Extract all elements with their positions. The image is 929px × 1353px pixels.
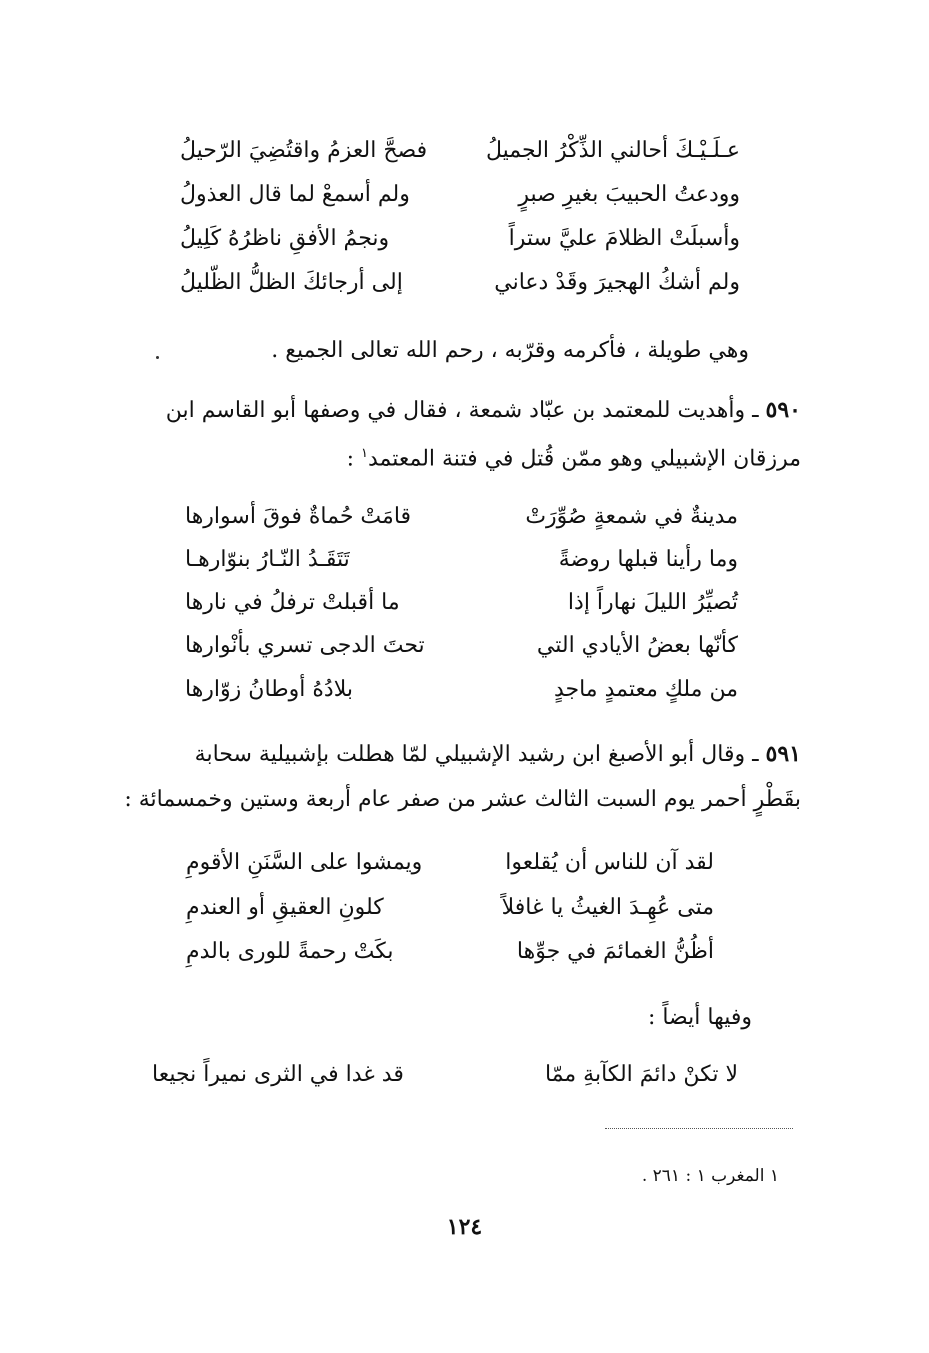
footnote-separator <box>605 1128 793 1129</box>
verse-first-hemistich: من ملكٍ معتمدٍ ماجدٍ <box>553 677 738 702</box>
entry-text: ـ وأهديت للمعتمد بن عبّاد شمعة ، فقال في وصفها أبو القاسم ابن <box>165 398 759 423</box>
poem1-verse <box>180 268 740 298</box>
verse-second-hemistich: بلادُهُ أوطانُ زوّارها <box>185 677 353 702</box>
entry-number: ٥٩٠ <box>765 397 801 423</box>
poem3-verse <box>186 893 714 923</box>
verse-first-hemistich: وودعتُ الحبيبَ بغيرِ صبرٍ <box>518 182 740 207</box>
verse-first-hemistich: وأسبلَتْ الظلامَ عليَّ ستراً <box>508 226 740 251</box>
verse-second-hemistich: ويمشوا على السَّنَنِ الأقومِ <box>186 850 423 875</box>
poem2-verse <box>185 675 738 705</box>
scan-speck <box>156 356 159 359</box>
verse-first-hemistich: ولم أشكُ الهجيرَ وقَدْ دعاني <box>494 270 740 295</box>
poem1-verse <box>180 224 740 254</box>
verse-second-hemistich: قد غدا في الثرى نميراً نجيعا <box>152 1062 404 1087</box>
verse-second-hemistich: تحتَ الدجى تسري بأنْوارها <box>185 633 425 658</box>
intro-paragraph: وفيها أيضاً : <box>647 1005 752 1030</box>
footnote-reference: ١ <box>360 446 368 461</box>
poem2-verse <box>185 631 738 661</box>
poem1-verse <box>180 180 740 210</box>
verse-second-hemistich: ونجمُ الأفقِ ناظرُهُ كَلِيلُ <box>180 226 390 251</box>
poem1-verse <box>180 136 740 166</box>
verse-second-hemistich: كلونِ العقيقِ أو العندمِ <box>186 895 384 920</box>
footnote: ١ المغرب ١ : ٢٦١ . <box>641 1166 779 1186</box>
verse-first-hemistich: عـلَـيْـكَ أحالني الذِّكْرُ الجميلُ <box>485 138 740 163</box>
entry-text: ـ وقال أبو الأصبغ ابن رشيد الإشبيلي لمّا هطلت بإشبيلية سحابة <box>194 742 759 767</box>
verse-second-hemistich: ولم أسمعْ لما قال العذولُ <box>180 182 410 207</box>
verse-first-hemistich: لقد آن للناس أن يُقلعوا <box>505 850 714 875</box>
entry-text-end: : <box>346 446 361 472</box>
poem4-verse <box>152 1060 738 1090</box>
verse-first-hemistich: وما رأينا قبلها روضةً <box>558 547 738 572</box>
verse-second-hemistich: تَتَقَـدُ النّـارُ بنوّارهـا <box>185 547 350 572</box>
poem3-verse <box>186 937 714 967</box>
verse-first-hemistich: كأنّها بعضُ الأيادي التي <box>536 633 738 658</box>
verse-first-hemistich: متى عُهِـدَ الغيثُ يا غافلاً <box>501 895 714 920</box>
verse-second-hemistich: إلى أرجائكَ الظلُّ الظّليلُ <box>180 270 403 295</box>
verse-second-hemistich: ما أقبلتْ ترفلُ في نارها <box>185 590 400 615</box>
poem2-verse <box>185 502 738 532</box>
verse-first-hemistich: مدينةٌ في شمعةٍ صُوِّرَتْ <box>525 504 738 529</box>
verse-first-hemistich: تُصيِّرُ الليلَ نهاراً إذا <box>567 590 738 615</box>
entry-text: بقَطْرٍ أحمر يوم السبت الثالث عشر من صفر عام أربعة وستين وخمسمائة : <box>124 787 801 812</box>
poem3-verse <box>186 848 714 878</box>
entry-number: ٥٩١ <box>765 741 801 767</box>
closing-paragraph: وهي طويلة ، فأكرمه وقرّبه ، رحم الله تعالى الجميع . <box>271 338 749 363</box>
verse-first-hemistich: لا تكنْ دائمَ الكآبةِ ممّا <box>544 1062 738 1087</box>
entry-591-line1 <box>195 739 801 770</box>
poem2-verse <box>185 545 738 575</box>
verse-second-hemistich: فصحَّ العزمُ واقتُضِيَ الرّحيلُ <box>180 138 428 163</box>
poem2-verse <box>185 588 738 618</box>
entry-590-line1 <box>166 395 801 426</box>
verse-second-hemistich: بكَتْ رحمةً للورى بالدمِ <box>186 939 394 964</box>
page-number: ١٢٤ <box>446 1214 483 1240</box>
entry-591-line2 <box>124 785 801 815</box>
entry-text: مرزقان الإشبيلي وهو ممّن قُتل في فتنة المعتمد <box>367 446 801 472</box>
entry-590-line2 <box>347 439 801 474</box>
verse-first-hemistich: أظُنُّ الغمائمَ في جوِّها <box>516 939 714 964</box>
verse-second-hemistich: قامَتْ حُماةٌ فوقَ أسوارها <box>185 504 412 529</box>
